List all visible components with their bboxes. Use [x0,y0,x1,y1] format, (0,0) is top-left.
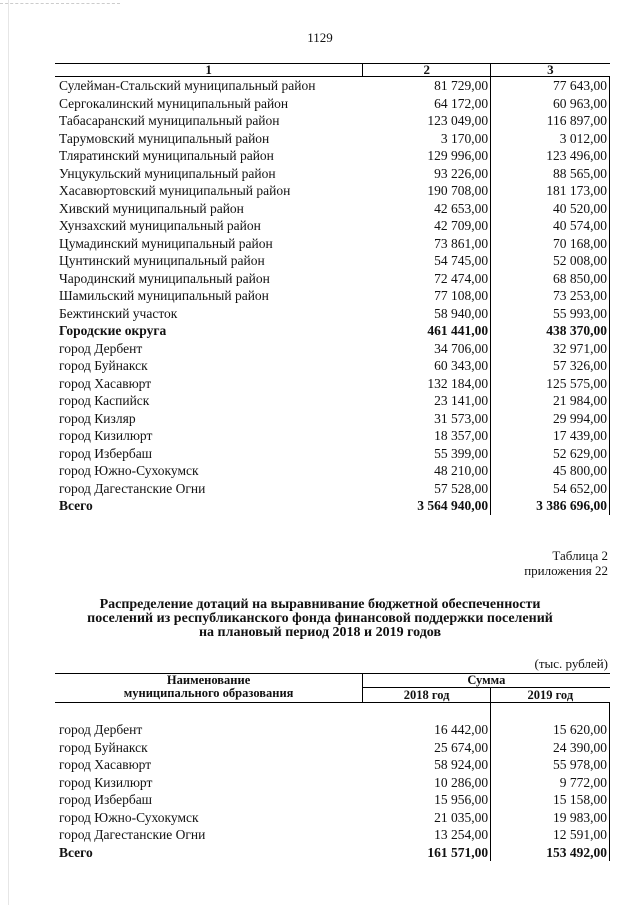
row-value-2-cell: 19 983,00 [491,809,610,827]
row-name-cell: Чародинский муниципальный район [59,270,270,286]
title-line-2: поселений из республиканского фонда финансовой поддержки поселений [87,611,553,626]
row-value-2-cell: 68 850,00 [491,270,610,288]
table-row [55,182,610,200]
table-row [55,217,610,235]
caption-table-number: Таблица 2 [552,548,608,563]
table-row [55,112,610,130]
row-name-cell: Табасаранский муниципальный район [59,113,280,128]
table-2-header-2019: 2019 год [491,688,610,703]
row-value-1-cell: 57 528,00 [363,480,491,498]
row-value-2-cell: 45 800,00 [491,462,610,480]
row-value-2-cell: 52 629,00 [491,445,610,463]
row-value-1-cell: 15 956,00 [363,791,491,809]
row-value-1-cell: 129 996,00 [363,147,491,165]
row-name-cell: город Хасавюрт [59,375,152,391]
table-row [55,774,610,792]
table-row [55,392,610,410]
row-name-cell: город Кизилюрт [59,428,153,443]
table-2-header-row-1 [55,674,610,688]
row-value-2-cell: 21 984,00 [491,392,610,410]
row-value-2-cell: 88 565,00 [491,165,610,183]
row-name-cell: Городские округа [59,323,167,338]
row-value-2-cell: 32 971,00 [491,340,610,358]
table-row [55,287,610,305]
table-row [55,791,610,809]
table-row [55,235,610,253]
row-value-2-cell: 3 386 696,00 [491,497,610,515]
title-line-1: Распределение дотаций на выравнивание бюджетной обеспеченности [99,597,541,612]
row-name-cell: Всего [59,844,93,860]
table-row [55,375,610,393]
table-row [55,305,610,323]
row-name-cell: город Дагестанские Огни [59,480,206,496]
row-value-2-cell: 15 620,00 [491,721,610,739]
row-name-cell: город Кизилюрт [59,774,153,790]
spacer-cell [55,703,363,722]
table-1-header-col3: 3 [491,64,610,77]
row-name-cell: город Южно-Сухокумск [59,809,199,825]
section-title [0,598,640,640]
table-2-header-2018: 2018 год [363,688,491,703]
row-name-cell: Шамильский муниципальный район [59,288,269,303]
table-row [55,340,610,358]
table-row [55,130,610,148]
row-value-2-cell: 24 390,00 [491,739,610,757]
scan-edge-line [8,0,9,905]
table-row [55,270,610,288]
row-name-cell: Цумадинский муниципальный район [59,235,273,251]
row-value-1-cell: 58 940,00 [363,305,491,323]
row-name-cell: город Южно-Сухокумск [59,463,199,478]
row-name-cell: Всего [59,498,93,513]
row-value-1-cell: 73 861,00 [363,235,491,253]
table-2-header-name [55,674,363,703]
allocation-table-1 [55,63,610,515]
row-value-1-cell: 48 210,00 [363,462,491,480]
row-value-2-cell: 40 574,00 [491,217,610,235]
row-name-cell: город Буйнакск [59,739,148,755]
table-row [55,147,610,165]
title-line-3: на плановый период 2018 и 2019 годов [198,625,442,640]
table-row [55,844,610,862]
row-value-1-cell: 23 141,00 [363,392,491,410]
scan-top-mark [0,3,120,5]
table-1-header-col1: 1 [55,64,363,77]
row-name-cell: Унцукульский муниципальный район [59,165,276,181]
row-value-2-cell: 57 326,00 [491,357,610,375]
row-value-1-cell: 10 286,00 [363,774,491,792]
row-value-1-cell: 461 441,00 [363,322,491,340]
row-value-1-cell: 13 254,00 [363,826,491,844]
table-row [55,200,610,218]
row-value-1-cell: 81 729,00 [363,77,491,95]
row-value-2-cell: 55 993,00 [491,305,610,323]
row-value-1-cell: 64 172,00 [363,95,491,113]
row-name-cell: Хасавюртовский муниципальный район [59,183,291,198]
row-name-cell: Сулейман-Стальский муниципальный район [59,78,316,93]
table-1-header-row [55,64,610,77]
allocation-table-2 [55,673,610,861]
table-row [55,95,610,113]
row-value-2-cell: 40 520,00 [491,200,610,218]
header-name-line-2: муниципального образования [123,686,294,700]
row-value-1-cell: 93 226,00 [363,165,491,183]
table-row [55,497,610,515]
row-value-1-cell: 161 571,00 [363,844,491,862]
table-row [55,357,610,375]
row-value-1-cell: 58 924,00 [363,756,491,774]
row-value-2-cell: 17 439,00 [491,427,610,445]
table-row [55,809,610,827]
row-value-1-cell: 21 035,00 [363,809,491,827]
row-value-2-cell: 125 575,00 [491,375,610,393]
row-name-cell: город Каспийск [59,393,150,408]
row-value-1-cell: 25 674,00 [363,739,491,757]
row-value-2-cell: 29 994,00 [491,410,610,428]
table-row [55,739,610,757]
row-value-1-cell: 18 357,00 [363,427,491,445]
row-value-2-cell: 153 492,00 [491,844,610,862]
row-name-cell: город Избербаш [59,445,153,461]
row-value-1-cell: 54 745,00 [363,252,491,270]
table-row [55,322,610,340]
row-value-2-cell: 3 012,00 [491,130,610,148]
row-value-2-cell: 55 978,00 [491,756,610,774]
table-caption [524,548,608,578]
row-name-cell: город Избербаш [59,792,153,807]
row-value-1-cell: 16 442,00 [363,721,491,739]
row-value-2-cell: 116 897,00 [491,112,610,130]
row-name-cell: город Дербент [59,340,143,356]
caption-appendix: приложения 22 [524,563,608,578]
row-name-cell: город Буйнакск [59,358,148,373]
row-value-1-cell: 72 474,00 [363,270,491,288]
row-value-2-cell: 73 253,00 [491,287,610,305]
row-value-1-cell: 132 184,00 [363,375,491,393]
row-value-2-cell: 9 772,00 [491,774,610,792]
header-name-line-1: Наименование [166,673,251,687]
table-row [55,427,610,445]
table-row [55,410,610,428]
row-value-2-cell: 438 370,00 [491,322,610,340]
table-row [55,826,610,844]
row-name-cell: Тарумовский муниципальный район [59,130,270,146]
table-1-header-col2: 2 [363,64,491,77]
row-name-cell: Бежтинский участок [59,305,178,321]
page-number: 1129 [307,30,333,45]
spacer-cell [363,703,491,722]
table-row [55,252,610,270]
row-value-2-cell: 15 158,00 [491,791,610,809]
units-label: (тыс. рублей) [534,656,608,671]
row-value-1-cell: 60 343,00 [363,357,491,375]
table-row [55,756,610,774]
row-name-cell: город Кизляр [59,410,136,426]
table-row [55,462,610,480]
row-name-cell: Сергокалинский муниципальный район [59,95,289,111]
table-1-body [55,77,610,515]
row-name-cell: город Дербент [59,722,143,737]
row-name-cell: Цунтинский муниципальный район [59,253,265,268]
table-2-body [55,703,610,862]
table-row [55,77,610,95]
table-row [55,165,610,183]
row-value-2-cell: 123 496,00 [491,147,610,165]
row-value-1-cell: 123 049,00 [363,112,491,130]
row-value-2-cell: 77 643,00 [491,77,610,95]
row-value-1-cell: 34 706,00 [363,340,491,358]
table-spacer-row [55,703,610,722]
row-name-cell: Тляратинский муниципальный район [59,148,274,163]
row-value-1-cell: 42 653,00 [363,200,491,218]
table-row [55,445,610,463]
table-row [55,480,610,498]
row-value-1-cell: 31 573,00 [363,410,491,428]
row-value-1-cell: 190 708,00 [363,182,491,200]
spacer-cell [491,703,610,722]
row-value-2-cell: 70 168,00 [491,235,610,253]
table-2-header-sum: Сумма [363,674,610,688]
row-value-2-cell: 181 173,00 [491,182,610,200]
row-value-2-cell: 52 008,00 [491,252,610,270]
row-value-2-cell: 60 963,00 [491,95,610,113]
row-value-1-cell: 3 564 940,00 [363,497,491,515]
row-value-2-cell: 54 652,00 [491,480,610,498]
row-name-cell: Хивский муниципальный район [59,200,244,216]
row-value-2-cell: 12 591,00 [491,826,610,844]
row-value-1-cell: 55 399,00 [363,445,491,463]
row-name-cell: город Дагестанские Огни [59,827,206,842]
row-value-1-cell: 42 709,00 [363,217,491,235]
table-row [55,721,610,739]
row-value-1-cell: 77 108,00 [363,287,491,305]
row-name-cell: Хунзахский муниципальный район [59,218,261,233]
row-name-cell: город Хасавюрт [59,757,152,772]
row-value-1-cell: 3 170,00 [363,130,491,148]
